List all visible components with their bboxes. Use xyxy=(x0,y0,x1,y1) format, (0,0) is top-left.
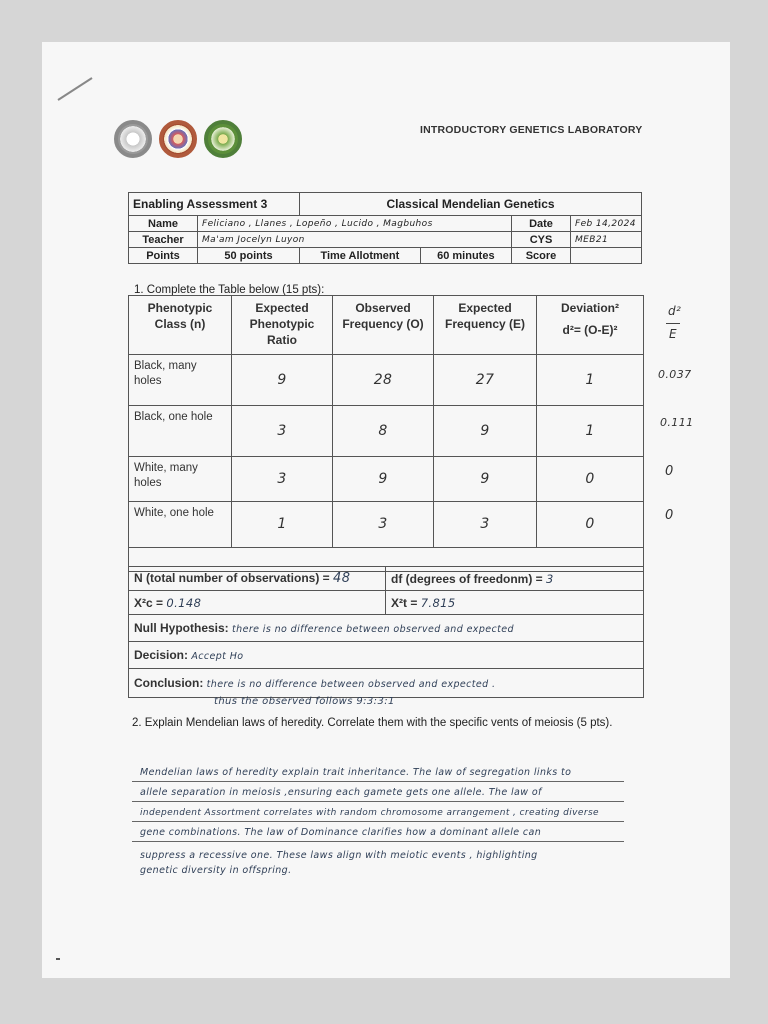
pencil-mark xyxy=(56,74,96,102)
thus-note: thus the observed follows 9:3:3:1 xyxy=(214,696,395,707)
conclusion-label: Conclusion: xyxy=(134,676,204,690)
answer-line: suppress a recessive one. These laws align with meiotic events , highlighting xyxy=(140,850,538,861)
n-total-cell xyxy=(129,567,386,591)
deviation-cell: 1 xyxy=(537,355,644,406)
header-observed-frequency: Observed Frequency (O) xyxy=(333,296,434,355)
assessment-label: Enabling Assessment 3 xyxy=(129,193,300,216)
name-value: Feliciano , Llanes , Lopeño , Lucido , Magbuhos xyxy=(198,216,512,232)
answer-line: independent Assortment correlates with random chromosome arrangement , creating diverse xyxy=(132,802,624,822)
df-cell xyxy=(386,567,644,591)
header-expected-frequency: Expected Frequency (E) xyxy=(434,296,537,355)
cys-value: MEB21 xyxy=(571,232,642,248)
expected-cell: 3 xyxy=(434,502,537,548)
deviation-cell: 1 xyxy=(537,406,644,457)
expected-cell: 27 xyxy=(434,355,537,406)
chi-square-summary-table xyxy=(128,566,644,698)
ratio-cell: 9 xyxy=(232,355,333,406)
teacher-label: Teacher xyxy=(129,232,198,248)
question-1-prompt: 1. Complete the Table below (15 pts): xyxy=(134,284,325,296)
observed-cell: 3 xyxy=(333,502,434,548)
header-expected-ratio: Expected Phenotypic Ratio xyxy=(232,296,333,355)
conclusion-cell xyxy=(129,669,644,698)
ratio-cell: 3 xyxy=(232,457,333,502)
decision-cell xyxy=(129,642,644,669)
observed-cell: 8 xyxy=(333,406,434,457)
observed-cell: 9 xyxy=(333,457,434,502)
side-header-e: E xyxy=(669,327,677,341)
question-2-answer xyxy=(132,762,624,878)
side-header-fraction-bar xyxy=(666,323,680,324)
question-2-prompt: 2. Explain Mendelian laws of heredity. Correlate them with the specific vents of meiosis (5 pts). xyxy=(132,717,613,729)
d2-over-e-value: 0 xyxy=(665,508,674,523)
answer-line: gene combinations. The law of Dominance clarifies how a dominant allele can xyxy=(132,822,624,842)
department-seal-logo xyxy=(204,120,242,158)
table-row xyxy=(129,406,644,457)
null-hypothesis-value: there is no difference between observed and expected xyxy=(232,624,514,635)
d2-over-e-value: 0 xyxy=(665,464,674,479)
answer-line: Mendelian laws of heredity explain trait inheritance. The law of segregation links to xyxy=(132,762,624,782)
worksheet-page xyxy=(42,42,730,978)
college-seal-logo xyxy=(159,120,197,158)
header-deviation-formula: d²= (O-E)² xyxy=(562,323,618,337)
n-total-label: N (total number of observations) = xyxy=(134,571,330,585)
x2-calculated-label: X²c = xyxy=(134,595,164,610)
time-allotment-label: Time Allotment xyxy=(300,248,421,264)
df-value: 3 xyxy=(546,571,554,586)
d2-over-e-value: 0.037 xyxy=(658,368,692,381)
observed-cell: 28 xyxy=(333,355,434,406)
expected-cell: 9 xyxy=(434,457,537,502)
phenotypic-class-cell: White, one hole xyxy=(129,502,232,548)
points-label: Points xyxy=(129,248,198,264)
chi-square-table xyxy=(128,295,644,572)
null-hypothesis-label: Null Hypothesis: xyxy=(134,621,229,635)
assessment-info-table xyxy=(128,192,642,264)
phenotypic-class-cell: Black, many holes xyxy=(129,355,232,406)
lab-title: INTRODUCTORY GENETICS LABORATORY xyxy=(420,124,643,136)
d2-over-e-value: 0.111 xyxy=(660,416,694,429)
time-allotment-value: 60 minutes xyxy=(420,248,511,264)
date-label: Date xyxy=(512,216,571,232)
answer-line: allele separation in meiosis ,ensuring each gamete gets one allele. The law of xyxy=(132,782,624,802)
stray-mark xyxy=(56,958,60,960)
score-value xyxy=(571,248,642,264)
n-total-value: 48 xyxy=(333,571,351,586)
ratio-cell: 3 xyxy=(232,406,333,457)
null-hypothesis-cell xyxy=(129,615,644,642)
points-value: 50 points xyxy=(198,248,300,264)
score-label: Score xyxy=(512,248,571,264)
date-value: Feb 14,2024 xyxy=(571,216,642,232)
decision-value: Accept Ho xyxy=(191,651,244,662)
table-row xyxy=(129,355,644,406)
expected-cell: 9 xyxy=(434,406,537,457)
assessment-topic: Classical Mendelian Genetics xyxy=(300,193,642,216)
x2-calculated-cell xyxy=(129,591,386,615)
df-label: df (degrees of freedonm) = xyxy=(391,571,543,586)
header-phenotypic-class: Phenotypic Class (n) xyxy=(129,296,232,355)
table-row xyxy=(129,457,644,502)
x2-calculated-value: 0.148 xyxy=(166,595,202,610)
ratio-cell: 1 xyxy=(232,502,333,548)
deviation-cell: 0 xyxy=(537,457,644,502)
header-deviation xyxy=(537,296,644,355)
university-seal-logo xyxy=(114,120,152,158)
name-label: Name xyxy=(129,216,198,232)
table-row xyxy=(129,502,644,548)
deviation-cell: 0 xyxy=(537,502,644,548)
phenotypic-class-cell: Black, one hole xyxy=(129,406,232,457)
x2-tabular-label: X²t = xyxy=(391,595,418,610)
cys-label: CYS xyxy=(512,232,571,248)
header-deviation-title: Deviation² xyxy=(560,301,619,315)
phenotypic-class-cell: White, many holes xyxy=(129,457,232,502)
teacher-value: Ma'am Jocelyn Luyon xyxy=(198,232,512,248)
x2-tabular-value: 7.815 xyxy=(420,595,456,610)
x2-tabular-cell xyxy=(386,591,644,615)
side-header-d2: d² xyxy=(668,304,682,318)
decision-label: Decision: xyxy=(134,648,189,662)
conclusion-value: there is no difference between observed and expected . xyxy=(206,679,496,690)
answer-line: genetic diversity in offspring. xyxy=(140,865,292,876)
